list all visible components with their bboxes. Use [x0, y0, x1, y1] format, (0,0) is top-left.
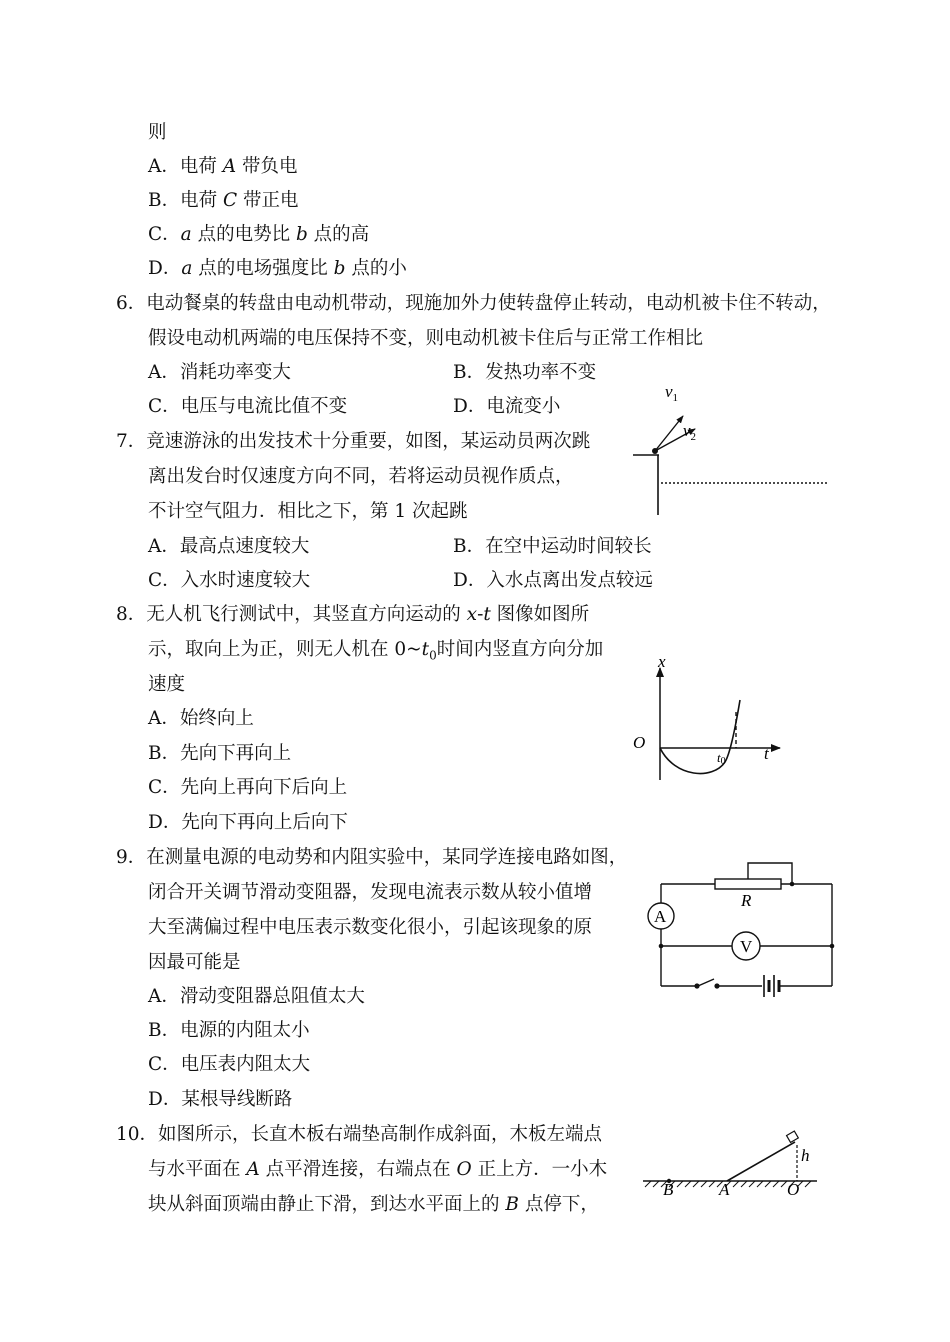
ammeter-label: A [654, 907, 667, 926]
q8-option-a[interactable]: A．始终向上 [148, 708, 254, 729]
small-block [787, 1131, 799, 1142]
inclined-board [727, 1142, 795, 1181]
voltmeter-label: V [740, 937, 753, 956]
q10-stem-line2: 与水平面在 A 点平滑连接，右端点在 O 正上方．一小木 [148, 1159, 608, 1180]
q8-stem-line2: 示，取向上为正，则无人机在 $0\sim t_0$时间内竖直方向分加 [148, 639, 604, 663]
v1-label: $v_1$ [665, 382, 679, 404]
label-o: O [787, 1180, 800, 1199]
t0-label: t0 [717, 750, 726, 767]
q6-option-d[interactable]: D．电流变小 [453, 396, 561, 417]
q9-stem-line3: 大至满偏过程中电压表示数变化很小，引起该现象的原 [148, 917, 593, 938]
rheostat-resistor [715, 879, 781, 889]
q8-stem-line1: 8．无人机飞行测试中，其竖直方向运动的 x-t 图像如图所 [116, 604, 590, 625]
t-axis-label: t [764, 744, 769, 763]
q7-stem-line2: 离出发台时仅速度方向不同，若将运动员视作质点， [148, 466, 574, 487]
q10-stem-line3: 块从斜面顶端由静止下滑，到达水平面上的 B 点停下， [148, 1194, 599, 1215]
q8-option-d[interactable]: D．先向下再向上后向下 [148, 812, 348, 833]
q5-option-d[interactable]: D．a 点的电场强度比 b 点的小 [148, 258, 407, 279]
q6-option-c[interactable]: C．电压与电流比值不变 [148, 396, 348, 417]
q9-option-a[interactable]: A．滑动变阻器总阻值太大 [148, 986, 365, 1007]
q8-stem-line3: 速度 [148, 674, 186, 695]
q7-stem-line3: 不计空气阻力．相比之下，第 1 次起跳 [148, 501, 468, 522]
q6-option-b[interactable]: B．发热功率不变 [453, 362, 597, 383]
q7-option-b[interactable]: B．在空中运动时间较长 [453, 536, 652, 557]
switch-contact-left [694, 983, 699, 988]
q9-stem-line1: 9．在测量电源的电动势和内阻实验中，某同学连接电路如图， [116, 847, 628, 868]
switch-contact-right [714, 983, 719, 988]
q9-option-b[interactable]: B．电源的内阻太小 [148, 1020, 310, 1041]
q7-diving-figure [625, 375, 835, 520]
v2-label: $v_2$ [683, 421, 697, 443]
q5-tail: 则 [148, 122, 167, 143]
q9-stem-line4: 因最可能是 [148, 952, 241, 973]
q6-stem-line2: 假设电动机两端的电压保持不变，则电动机被卡住后与正常工作相比 [148, 328, 704, 349]
q5-option-b[interactable]: B．电荷 C 带正电 [148, 190, 299, 211]
q9-option-c[interactable]: C．电压表内阻太大 [148, 1054, 311, 1075]
q9-option-d[interactable]: D．某根导线断路 [148, 1089, 293, 1110]
q9-circuit-diagram [640, 855, 845, 1000]
q8-xt-graph [625, 650, 790, 785]
label-a: A [719, 1180, 730, 1199]
resistor-label: R [741, 891, 752, 910]
q7-option-a[interactable]: A．最高点速度较大 [148, 536, 310, 557]
q8-option-c[interactable]: C．先向上再向下后向上 [148, 777, 348, 798]
q7-option-d[interactable]: D．入水点离出发点较远 [453, 570, 653, 591]
q7-option-c[interactable]: C．入水时速度较大 [148, 570, 311, 591]
label-h: h [801, 1146, 810, 1165]
q10-stem-line1: 10．如图所示，长直木板右端垫高制作成斜面，木板左端点 [116, 1124, 603, 1145]
xt-curve [660, 700, 740, 774]
q8-option-b[interactable]: B．先向下再向上 [148, 743, 292, 764]
q9-stem-line2: 闭合开关调节滑动变阻器，发现电流表示数从较小值增 [148, 882, 593, 903]
velocity-v1-arrow [655, 416, 683, 451]
switch-blade [698, 979, 714, 986]
x-axis-label: x [658, 652, 666, 671]
label-b: B [663, 1180, 674, 1199]
q5-option-c[interactable]: C．a 点的电势比 b 点的高 [148, 224, 370, 245]
q6-option-a[interactable]: A．消耗功率变大 [148, 362, 291, 383]
origin-label: O [633, 733, 646, 752]
q5-option-a[interactable]: A．电荷 A 带负电 [148, 156, 298, 177]
q10-incline-figure [635, 1125, 825, 1205]
q7-stem-line1: 7．竞速游泳的出发技术十分重要，如图，某运动员两次跳 [116, 431, 591, 452]
q6-stem-line1: 6．电动餐桌的转盘由电动机带动，现施加外力使转盘停止转动，电动机被卡住不转动， [116, 293, 831, 314]
